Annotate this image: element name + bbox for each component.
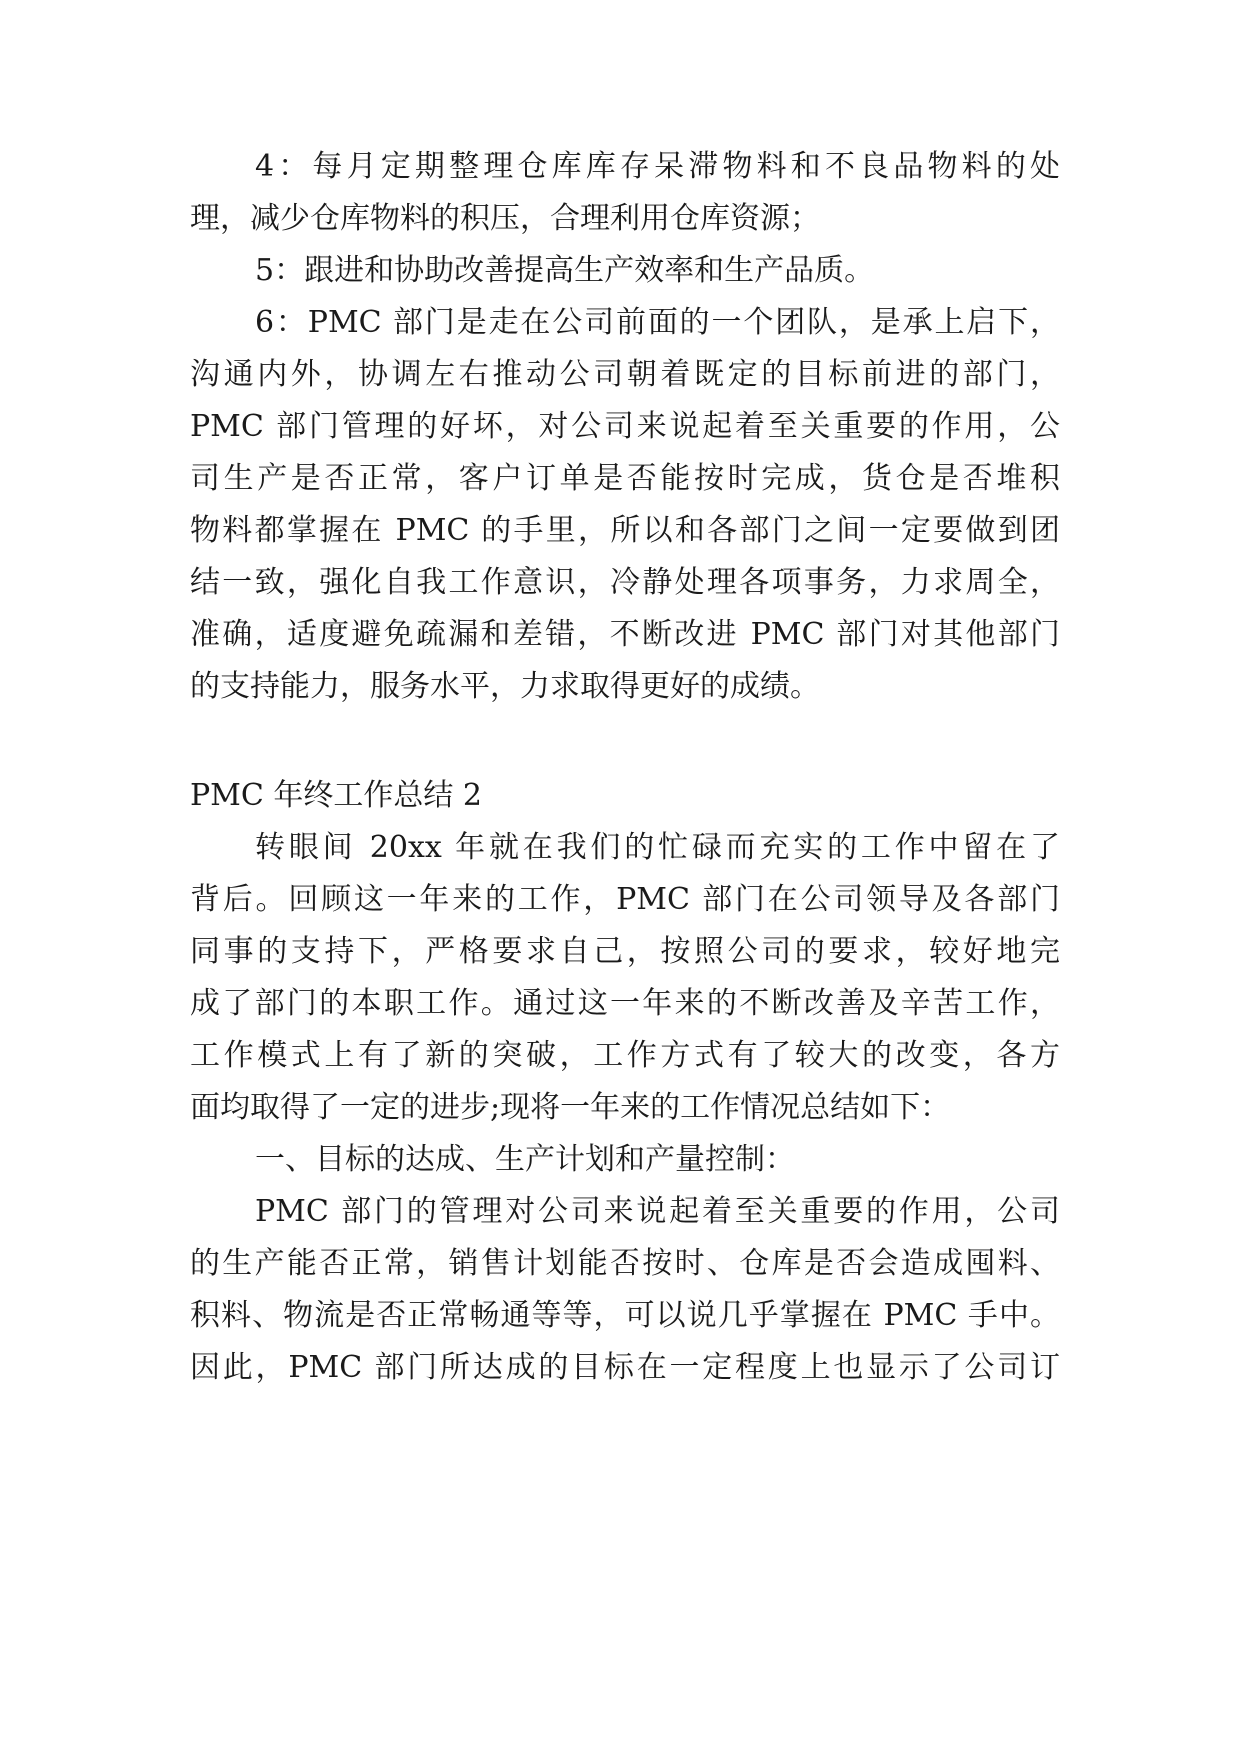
paragraph-line: 的生产能否正常，销售计划能否按时、仓库是否会造成囤料、	[190, 1246, 1060, 1281]
paragraph-line: PMC 部门管理的好坏，对公司来说起着至关重要的作用，公	[190, 409, 1060, 444]
paragraph-line: 面均取得了一定的进步;现将一年来的工作情况总结如下：	[190, 1090, 951, 1125]
paragraph-line: 工作模式上有了新的突破，工作方式有了较大的改变，各方	[190, 1038, 1060, 1073]
paragraph-line: 背后。回顾这一年来的工作，PMC 部门在公司领导及各部门	[190, 882, 1060, 917]
paragraph-line: PMC 部门的管理对公司来说起着至关重要的作用，公司	[255, 1194, 1060, 1229]
paragraph-line: 同事的支持下，严格要求自己，按照公司的要求，较好地完	[190, 934, 1060, 969]
section-heading: PMC 年终工作总结 2	[190, 778, 483, 813]
paragraph-line: 6：PMC 部门是走在公司前面的一个团队，是承上启下，	[255, 305, 1060, 340]
paragraph-line: 5：跟进和协助改善提高生产效率和生产品质。	[255, 253, 875, 288]
paragraph-line: 因此，PMC 部门所达成的目标在一定程度上也显示了公司订	[190, 1350, 1060, 1385]
paragraph-line: 沟通内外，协调左右推动公司朝着既定的目标前进的部门，	[190, 357, 1060, 392]
paragraph-line: 4：每月定期整理仓库库存呆滞物料和不良品物料的处	[255, 149, 1060, 184]
paragraph-line: 司生产是否正常，客户订单是否能按时完成，货仓是否堆积	[190, 461, 1060, 496]
paragraph-line: 成了部门的本职工作。通过这一年来的不断改善及辛苦工作，	[190, 986, 1060, 1021]
paragraph-line: 结一致，强化自我工作意识，冷静处理各项事务，力求周全，	[190, 565, 1060, 600]
paragraph-line: 的支持能力，服务水平，力求取得更好的成绩。	[190, 669, 820, 704]
paragraph-line: 准确，适度避免疏漏和差错，不断改进 PMC 部门对其他部门	[190, 617, 1060, 652]
paragraph-line: 转眼间 20xx 年就在我们的忙碌而充实的工作中留在了	[255, 830, 1060, 865]
paragraph-line: 积料、物流是否正常畅通等等，可以说几乎掌握在 PMC 手中。	[190, 1298, 1060, 1333]
paragraph-line: 理，减少仓库物料的积压，合理利用仓库资源；	[190, 201, 820, 236]
subheading-line: 一、目标的达成、生产计划和产量控制：	[255, 1142, 795, 1177]
paragraph-line: 物料都掌握在 PMC 的手里，所以和各部门之间一定要做到团	[190, 513, 1060, 548]
